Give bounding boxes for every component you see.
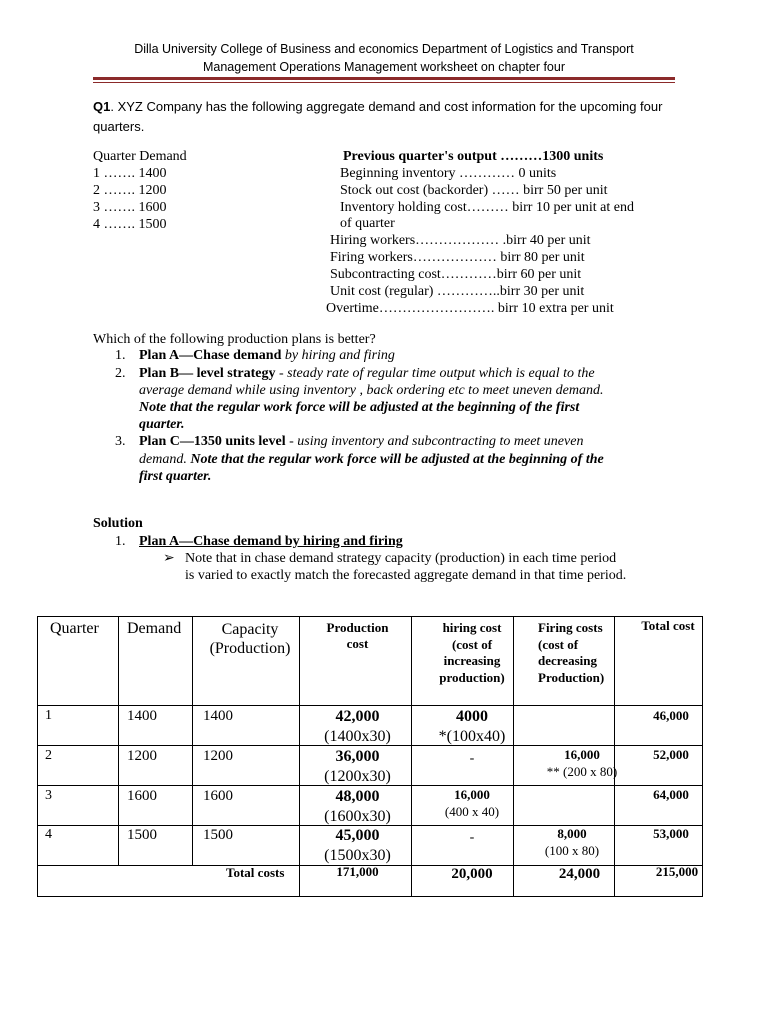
- plan-c-line2: [139, 452, 604, 468]
- solution-note-cont: is varied to exactly match the forecasted aggregate demand in that time period.: [185, 568, 627, 583]
- plan-c-note-cont: first quarter.: [139, 469, 212, 484]
- total-production: 171,000: [336, 864, 379, 879]
- plan-b-number: 2.: [115, 366, 126, 381]
- hiring-value: -: [469, 830, 475, 845]
- q1-line1: [93, 99, 662, 114]
- th-production-line2: cost: [346, 636, 369, 651]
- hiring-cost: Hiring workers……………… .birr 40 per unit: [330, 233, 591, 248]
- th-firing-costs: [538, 620, 604, 686]
- th-hiring-line4: production): [439, 669, 505, 685]
- plan-c: [139, 434, 583, 450]
- stock-out-cost: Stock out cost (backorder) …… birr 50 per unit: [340, 183, 608, 198]
- hiring-calc: (400 x 40): [444, 804, 500, 819]
- plan-c-title: Plan C—1350 units level: [139, 434, 286, 449]
- cell-production-cost: [302, 747, 413, 787]
- plan-c-desc-cont: demand.: [139, 452, 187, 467]
- th-production-line1: Production: [326, 620, 389, 635]
- cell-quarter: 3: [45, 788, 52, 803]
- plan-b: [139, 366, 595, 382]
- question-text: Which of the following production plans is better?: [93, 332, 376, 347]
- cell-total: 53,000: [653, 826, 689, 841]
- header-rule-thin: [93, 82, 675, 83]
- plan-a-title: Plan A—Chase demand: [139, 348, 282, 363]
- firing-calc: (100 x 80): [544, 843, 600, 858]
- cell-hiring-cost: [422, 786, 522, 820]
- demand-row: 2 ……. 1200: [93, 183, 167, 198]
- prod-cost-calc: (1200x30): [324, 768, 391, 785]
- hiring-value: -: [469, 751, 475, 766]
- hiring-value: 4000: [456, 708, 488, 725]
- cell-quarter: 4: [45, 827, 52, 842]
- cell-total: 46,000: [653, 708, 689, 723]
- plan-a-number: 1.: [115, 348, 126, 363]
- plan-b-desc-cont: average demand while using inventory , back ordering etc to meet uneven demand.: [139, 383, 604, 398]
- cell-production-cost: [302, 787, 413, 827]
- th-hiring-line2: (cost of: [451, 636, 493, 652]
- beginning-inventory: Beginning inventory ………… 0 units: [340, 166, 557, 181]
- th-production-cost: [302, 620, 413, 652]
- cell-capacity: 1500: [203, 827, 233, 843]
- cell-firing-cost: [522, 825, 622, 859]
- th-capacity-line2: (Production): [209, 640, 291, 657]
- cell-total: 52,000: [653, 747, 689, 762]
- prod-cost-value: 36,000: [335, 748, 380, 765]
- unit-cost: Unit cost (regular) …………..birr 30 per unit: [330, 284, 585, 299]
- th-total-cost: Total cost: [641, 618, 695, 633]
- firing-calc: ** (200 x 80): [546, 764, 618, 779]
- cell-quarter: 2: [45, 748, 52, 763]
- cell-hiring-cost: [422, 829, 522, 847]
- demand-row: 3 ……. 1600: [93, 200, 167, 215]
- prod-cost-value: 42,000: [335, 708, 380, 725]
- solution-note: Note that in chase demand strategy capacity (production) in each time period: [185, 551, 617, 566]
- cell-quarter: 1: [45, 708, 52, 723]
- total-firing: 24,000: [558, 866, 601, 882]
- doc-header-line1: Dilla University College of Business and economics Department of Logistics and Transport: [134, 42, 634, 56]
- demand-row: 4 ……. 1500: [93, 217, 167, 232]
- cell-capacity: 1200: [203, 748, 233, 764]
- overtime-cost: Overtime……………………. birr 10 extra per unit: [326, 301, 614, 316]
- firing-value: 16,000: [564, 747, 600, 762]
- prod-cost-calc: (1600x30): [324, 808, 391, 825]
- demand-heading: Quarter Demand: [93, 149, 187, 164]
- header-rule-thick: [93, 77, 675, 80]
- demand-row: 1 ……. 1400: [93, 166, 167, 181]
- total-costs-label: Total costs: [226, 865, 285, 880]
- doc-header-line2: Management Operations Management worksheet on chapter four: [202, 60, 565, 74]
- prod-cost-calc: (1400x30): [324, 728, 391, 745]
- th-hiring-line3: increasing: [443, 653, 501, 668]
- hiring-value: 16,000: [454, 787, 490, 802]
- prod-cost-value: 48,000: [335, 788, 380, 805]
- th-quarter: Quarter: [50, 620, 99, 637]
- cell-capacity: 1400: [203, 708, 233, 724]
- q1-label: Q1: [93, 99, 111, 114]
- plan-a-desc: by hiring and firing: [281, 348, 395, 363]
- prev-output: Previous quarter's output ………1300 units: [343, 149, 604, 164]
- arrow-bullet-icon: ➢: [163, 551, 175, 566]
- cell-demand: 1400: [127, 708, 157, 724]
- th-firing-line1: Firing costs: [538, 620, 603, 635]
- th-firing-line2: (cost of: [538, 636, 579, 652]
- prod-cost-calc: (1500x30): [324, 847, 391, 864]
- cell-hiring-cost: [422, 707, 522, 747]
- plan-c-number: 3.: [115, 434, 126, 449]
- q1-line2: quarters.: [93, 119, 145, 134]
- plan-b-note-cont: quarter.: [139, 417, 185, 432]
- plan-a: [139, 348, 395, 364]
- firing-value: 8,000: [557, 826, 587, 841]
- hiring-calc: *(100x40): [438, 728, 506, 745]
- plan-b-title: Plan B— level strategy: [139, 366, 276, 381]
- cell-demand: 1500: [127, 827, 157, 843]
- th-hiring-line1: hiring cost: [442, 620, 502, 635]
- holding-cost: Inventory holding cost……… birr 10 per unit at end: [340, 200, 634, 215]
- th-capacity: [195, 620, 305, 658]
- plan-c-desc: - using inventory and subcontracting to meet uneven: [285, 434, 584, 449]
- subcontracting-cost: Subcontracting cost…………birr 60 per unit: [330, 267, 582, 282]
- q1-text: . XYZ Company has the following aggregate demand and cost information for the upcoming four: [110, 99, 663, 114]
- cell-hiring-cost: [422, 750, 522, 768]
- holding-cost-cont: of quarter: [340, 216, 395, 231]
- cell-total: 64,000: [653, 787, 689, 802]
- solution-title: Solution: [93, 516, 143, 531]
- plan-c-note: Note that the regular work force will be adjusted at the beginning of the: [186, 452, 604, 467]
- th-hiring-cost: [422, 620, 522, 686]
- total-all: 215,000: [655, 864, 699, 879]
- total-hiring: 20,000: [451, 866, 493, 882]
- firing-cost: Firing workers……………… birr 80 per unit: [330, 250, 585, 265]
- cell-demand: 1200: [127, 748, 157, 764]
- plan-b-note: Note that the regular work force will be adjusted at the beginning of the first: [139, 400, 580, 415]
- prod-cost-value: 45,000: [335, 827, 380, 844]
- th-capacity-line1: Capacity: [221, 621, 279, 638]
- cell-production-cost: [302, 707, 413, 747]
- th-demand: Demand: [127, 620, 182, 637]
- solution-number: 1.: [115, 534, 126, 549]
- plan-b-desc: - steady rate of regular time output which is equal to the: [275, 366, 595, 381]
- solution-plan-title: Plan A—Chase demand by hiring and firing: [139, 534, 403, 549]
- cell-production-cost: [302, 826, 413, 866]
- th-firing-line3: decreasing: [538, 653, 597, 668]
- th-firing-line4: Production): [538, 669, 605, 685]
- cell-capacity: 1600: [203, 788, 233, 804]
- cell-demand: 1600: [127, 788, 157, 804]
